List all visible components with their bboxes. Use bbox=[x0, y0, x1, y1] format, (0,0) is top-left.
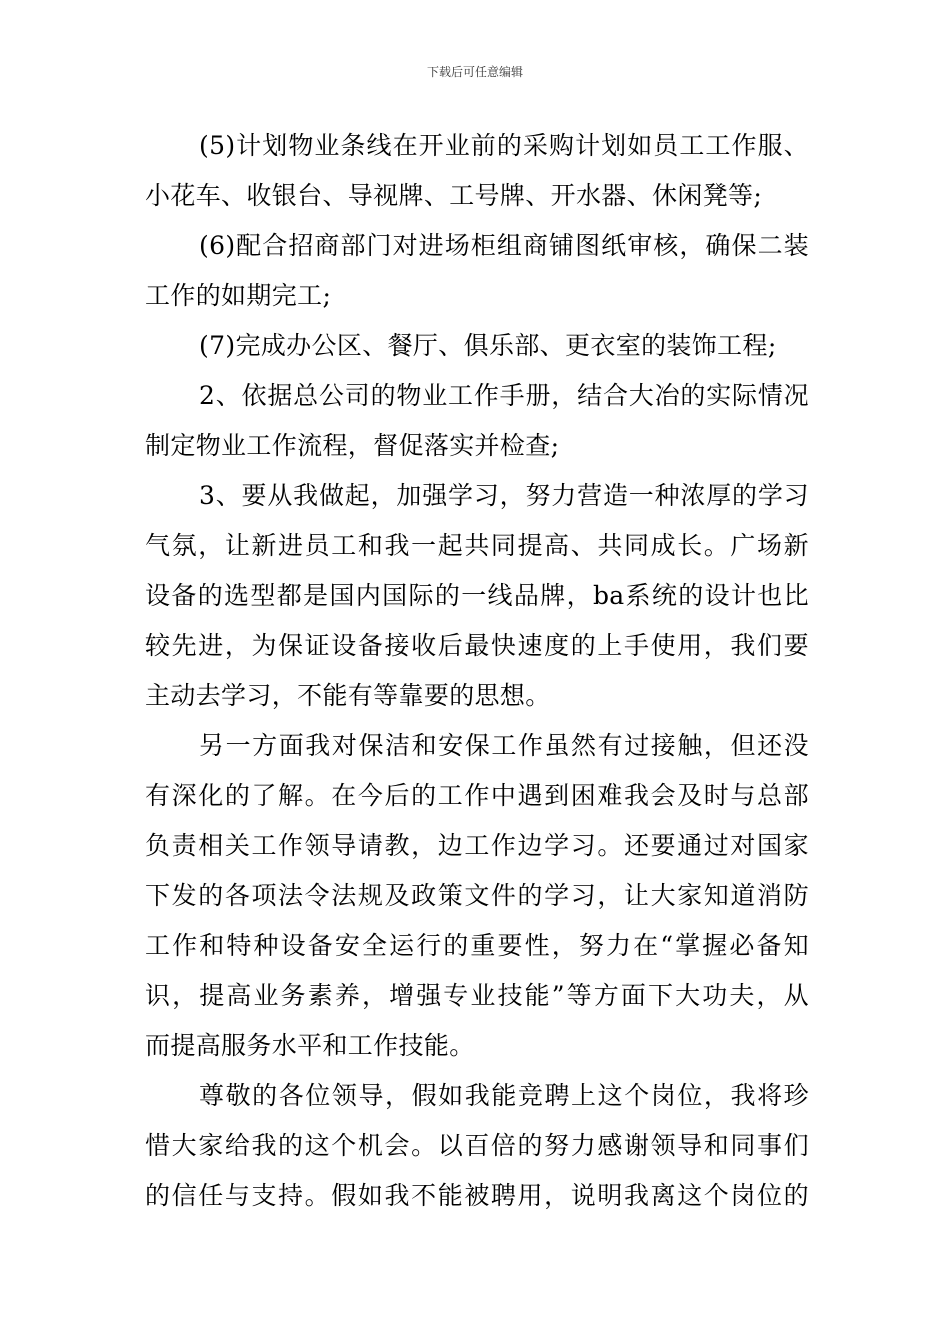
text-line: 小花车、收银台、导视牌、工号牌、开水器、休闲凳等; bbox=[145, 181, 763, 210]
text-line: 2、依据总公司的物业工作手册，结合大冶的实际情况 bbox=[199, 381, 809, 410]
text-line: 识，提高业务素养，增强专业技能”等方面下大功夫，从 bbox=[145, 981, 809, 1010]
document-body bbox=[145, 121, 809, 1221]
text-line: (5)计划物业条线在开业前的采购计划如员工工作服、 bbox=[199, 131, 809, 160]
header-note: 下载后可任意编辑 bbox=[426, 65, 523, 79]
text-line: 负责相关工作领导请教，边工作边学习。还要通过对国家 bbox=[145, 831, 809, 860]
text-line: 工作和特种设备安全运行的重要性，努力在“掌握必备知 bbox=[145, 931, 809, 960]
text-line: 设备的选型都是国内国际的一线品牌，ba系统的设计也比 bbox=[145, 581, 809, 610]
text-line: 惜大家给我的这个机会。以百倍的努力感谢领导和同事们 bbox=[145, 1131, 809, 1160]
text-line: 工作的如期完工; bbox=[145, 281, 332, 310]
text-line: 下发的各项法令法规及政策文件的学习，让大家知道消防 bbox=[145, 881, 809, 910]
text-line: (6)配合招商部门对进场柜组商铺图纸审核，确保二装 bbox=[199, 231, 809, 260]
text-line: 气氛，让新进员工和我一起共同提高、共同成长。广场新 bbox=[145, 531, 809, 560]
text-line: 主动去学习，不能有等靠要的思想。 bbox=[145, 681, 551, 710]
text-line: 较先进，为保证设备接收后最快速度的上手使用，我们要 bbox=[145, 631, 809, 660]
text-line: 尊敬的各位领导，假如我能竞聘上这个岗位，我将珍 bbox=[199, 1081, 809, 1110]
text-line: 有深化的了解。在今后的工作中遇到困难我会及时与总部 bbox=[145, 781, 809, 810]
text-line: 3、要从我做起，加强学习，努力营造一种浓厚的学习 bbox=[199, 481, 809, 510]
text-line: (7)完成办公区、餐厅、俱乐部、更衣室的装饰工程; bbox=[199, 331, 777, 360]
text-line: 另一方面我对保洁和安保工作虽然有过接触，但还没 bbox=[199, 731, 809, 760]
text-line: 的信任与支持。假如我不能被聘用，说明我离这个岗位的 bbox=[145, 1181, 809, 1210]
text-line: 制定物业工作流程，督促落实并检查; bbox=[145, 431, 560, 460]
text-line: 而提高服务水平和工作技能。 bbox=[145, 1031, 475, 1060]
